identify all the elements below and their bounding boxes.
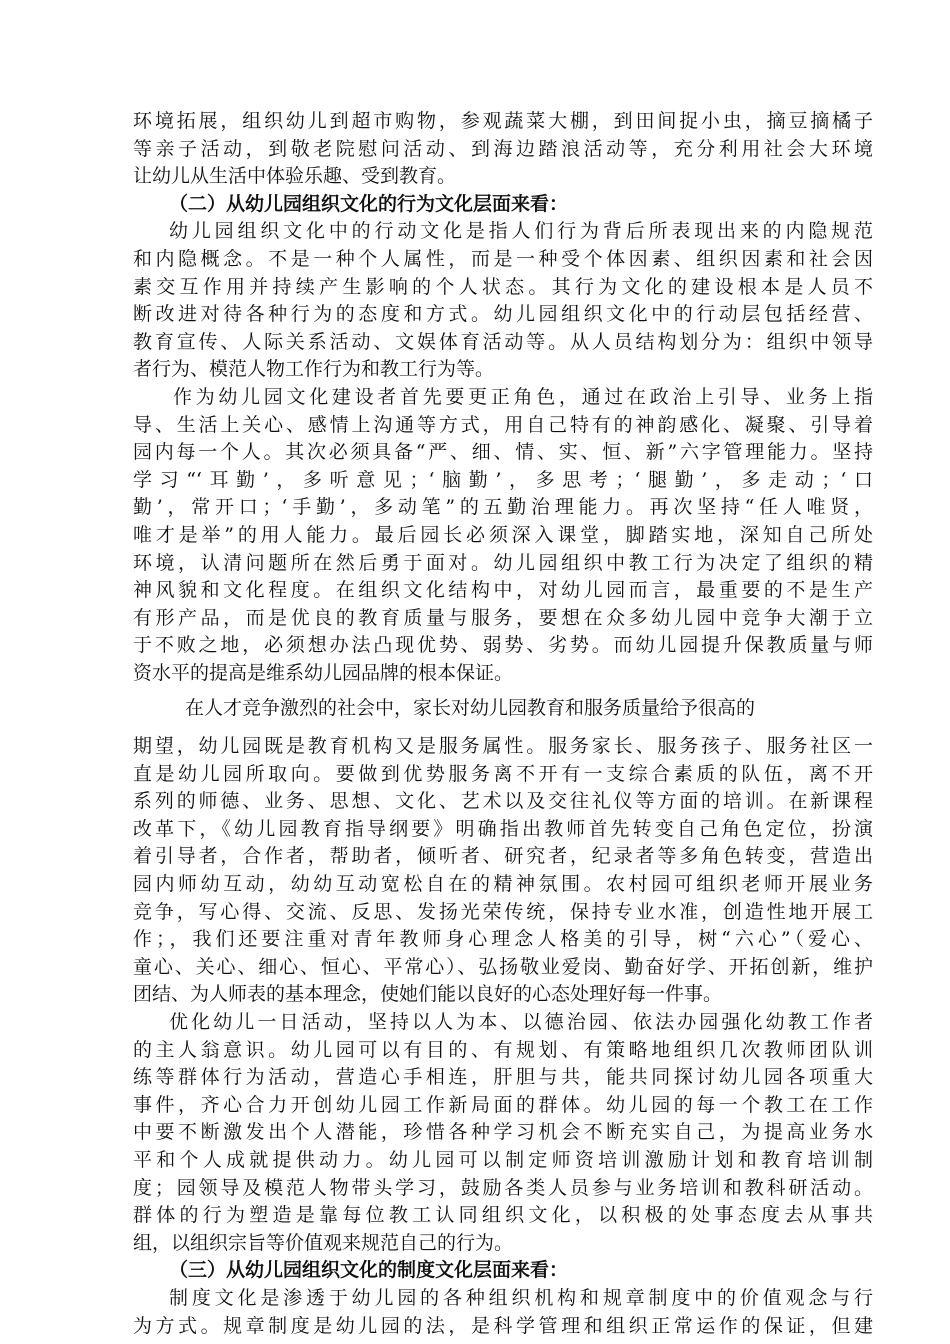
text-line: 环境拓展，组织幼儿到超市购物，参观蔬菜大棚，到田间捉小虫，摘豆摘橘子 [133, 110, 873, 132]
text-line: 直是幼儿园所取向。要做到优势服务离不开有一支综合素质的队伍，离不开 [133, 762, 873, 785]
document-page [133, 108, 873, 1340]
text-line: 者行为、模范人物工作行为和教工行为等。 [133, 358, 495, 381]
text-line: 导、生活上关心、感情上沟通等方式，用自己特有的神韵感化、凝聚、引导着 [133, 413, 873, 436]
text-line: 教育宣传、人际关系活动、文娱体育活动等。从人员结构划分为：组织中领导 [133, 330, 873, 353]
text-line: 素交互作用并持续产生影响的个人状态。其行为文化的建设根本是人员不 [133, 275, 873, 298]
text-line: 事件，齐心合力开创幼儿园工作新局面的群体。幼儿园的每一个教工在工作 [133, 1093, 873, 1116]
text-line: 园内每一个人。其次必须具备“严、细、情、实、恒、新”六字管理能力。坚持 [133, 441, 873, 464]
text-line: 让幼儿从生活中体验乐趣、受到教育。 [133, 165, 457, 188]
text-line: 园内师幼互动，幼幼互动宽松自在的精神氛围。农村园可组织老师开展业务 [133, 873, 873, 896]
text-line: 优化幼儿一日活动，坚持以人为本、以德治园、依法办园强化幼教工作者 [169, 1011, 873, 1033]
text-line: 唯才是举”的用人能力。最后园长必须深入课堂，脚踏实地，深知自己所处 [133, 523, 873, 546]
text-line: 幼儿园组织文化中的行动文化是指人们行为背后所表现出来的内隐规范 [169, 220, 873, 243]
text-line: 环境，认清问题所在然后勇于面对。幼儿园组织中教工行为决定了组织的精 [133, 551, 873, 574]
text-line: 学习“‘耳勤’，多听意见；‘脑勤’，多思考；‘腿勤’，多走动；‘口 [133, 468, 873, 491]
text-line: 作为幼儿园文化建设者首先要更正角色，通过在政治上引导、业务上指 [173, 385, 873, 408]
text-line: 中要不断激发出个人潜能，珍惜各种学习机会不断充实自己，为提高业务水 [133, 1121, 873, 1144]
text-line: 群体的行为塑造是靠每位教工认同组织文化，以积极的处事态度去从事共 [133, 1204, 873, 1227]
text-line: 着引导者，合作者，帮助者，倾听者、研究者，纪录者等多角色转变，营造出 [133, 845, 873, 868]
text-line: 等亲子活动，到敬老院慰问活动、到海边踏浪活动等，充分利用社会大环境 [133, 137, 873, 160]
section-heading: （二）从幼儿园组织文化的行为文化层面来看： [169, 192, 569, 215]
text-line: 资水平的提高是维系幼儿园品牌的根本保证。 [133, 661, 514, 684]
text-line: 和内隐概念。不是一种个人属性，而是一种受个体因素、组织因素和社会因 [133, 247, 873, 270]
text-line: 作；，我们还要注重对青年教师身心理念人格美的引导，树“六心”（爱心、 [133, 928, 873, 951]
text-line: 度；园领导及模范人物带头学习，鼓励各类人员参与业务培训和教科研活动。 [133, 1176, 873, 1199]
text-line: 的主人翁意识。幼儿园可以有目的、有规划、有策略地组织几次教师团队训 [133, 1038, 873, 1061]
text-line: 系列的师德、业务、思想、文化、艺术以及交往礼仪等方面的培训。在新课程 [133, 790, 873, 813]
text-line: 制度文化是渗透于幼儿园的各种组织机构和规章制度中的价值观念与行 [169, 1286, 873, 1309]
text-line: 在人才竞争激烈的社会中，家长对幼儿园教育和服务质量给予很高的 [185, 697, 756, 720]
text-line: 童心、关心、细心、恒心、平常心）、弘扬敬业爱岗、勤奋好学、开拓创新，维护 [133, 955, 873, 978]
text-line: 竞争，写心得、交流、反思、发扬光荣传统，保持专业水准，创造性地开展工 [133, 900, 873, 923]
section-heading: （三）从幼儿园组织文化的制度文化层面来看： [169, 1259, 569, 1282]
text-line: 练等群体行为活动，营造心手相连，肝胆与共，能共同探讨幼儿园各项重大 [133, 1066, 873, 1089]
text-line: 断改进对待各种行为的态度和方式。幼儿园组织文化中的行动层包括经营、 [133, 303, 873, 326]
text-line: 平和个人成就提供动力。幼儿园可以制定师资培训激励计划和教育培训制 [133, 1148, 873, 1171]
text-line: 于不败之地，必须想办法凸现优势、弱势、劣势。而幼儿园提升保教质量与师 [133, 634, 873, 657]
text-line: 有形产品，而是优良的教育质量与服务，要想在众多幼儿园中竞争大潮于立 [133, 606, 873, 629]
paragraph-gap [133, 687, 873, 695]
text-line: 团结、为人师表的基本理念，使她们能以良好的心态处理好每一件事。 [133, 983, 723, 1006]
text-line: 神风貌和文化程度。在组织文化结构中，对幼儿园而言，最重要的不是生产 [133, 579, 873, 602]
text-line: 改革下，《幼儿园教育指导纲要》明确指出教师首先转变自己角色定位，扮演 [133, 817, 873, 840]
text-line: 为方式。规章制度是幼儿园的法，是科学管理和组织正常运作的保证，但建 [133, 1314, 873, 1337]
paragraph-gap [133, 723, 873, 733]
text-line: 勤’，常开口；‘手勤’，多动笔”的五勤治理能力。再次坚持“任人唯贤， [133, 496, 873, 519]
text-line: 期望，幼儿园既是教育机构又是服务属性。服务家长、服务孩子、服务社区一 [133, 735, 873, 758]
text-line: 组，以组织宗旨等价值观来规范自己的行为。 [133, 1231, 514, 1254]
